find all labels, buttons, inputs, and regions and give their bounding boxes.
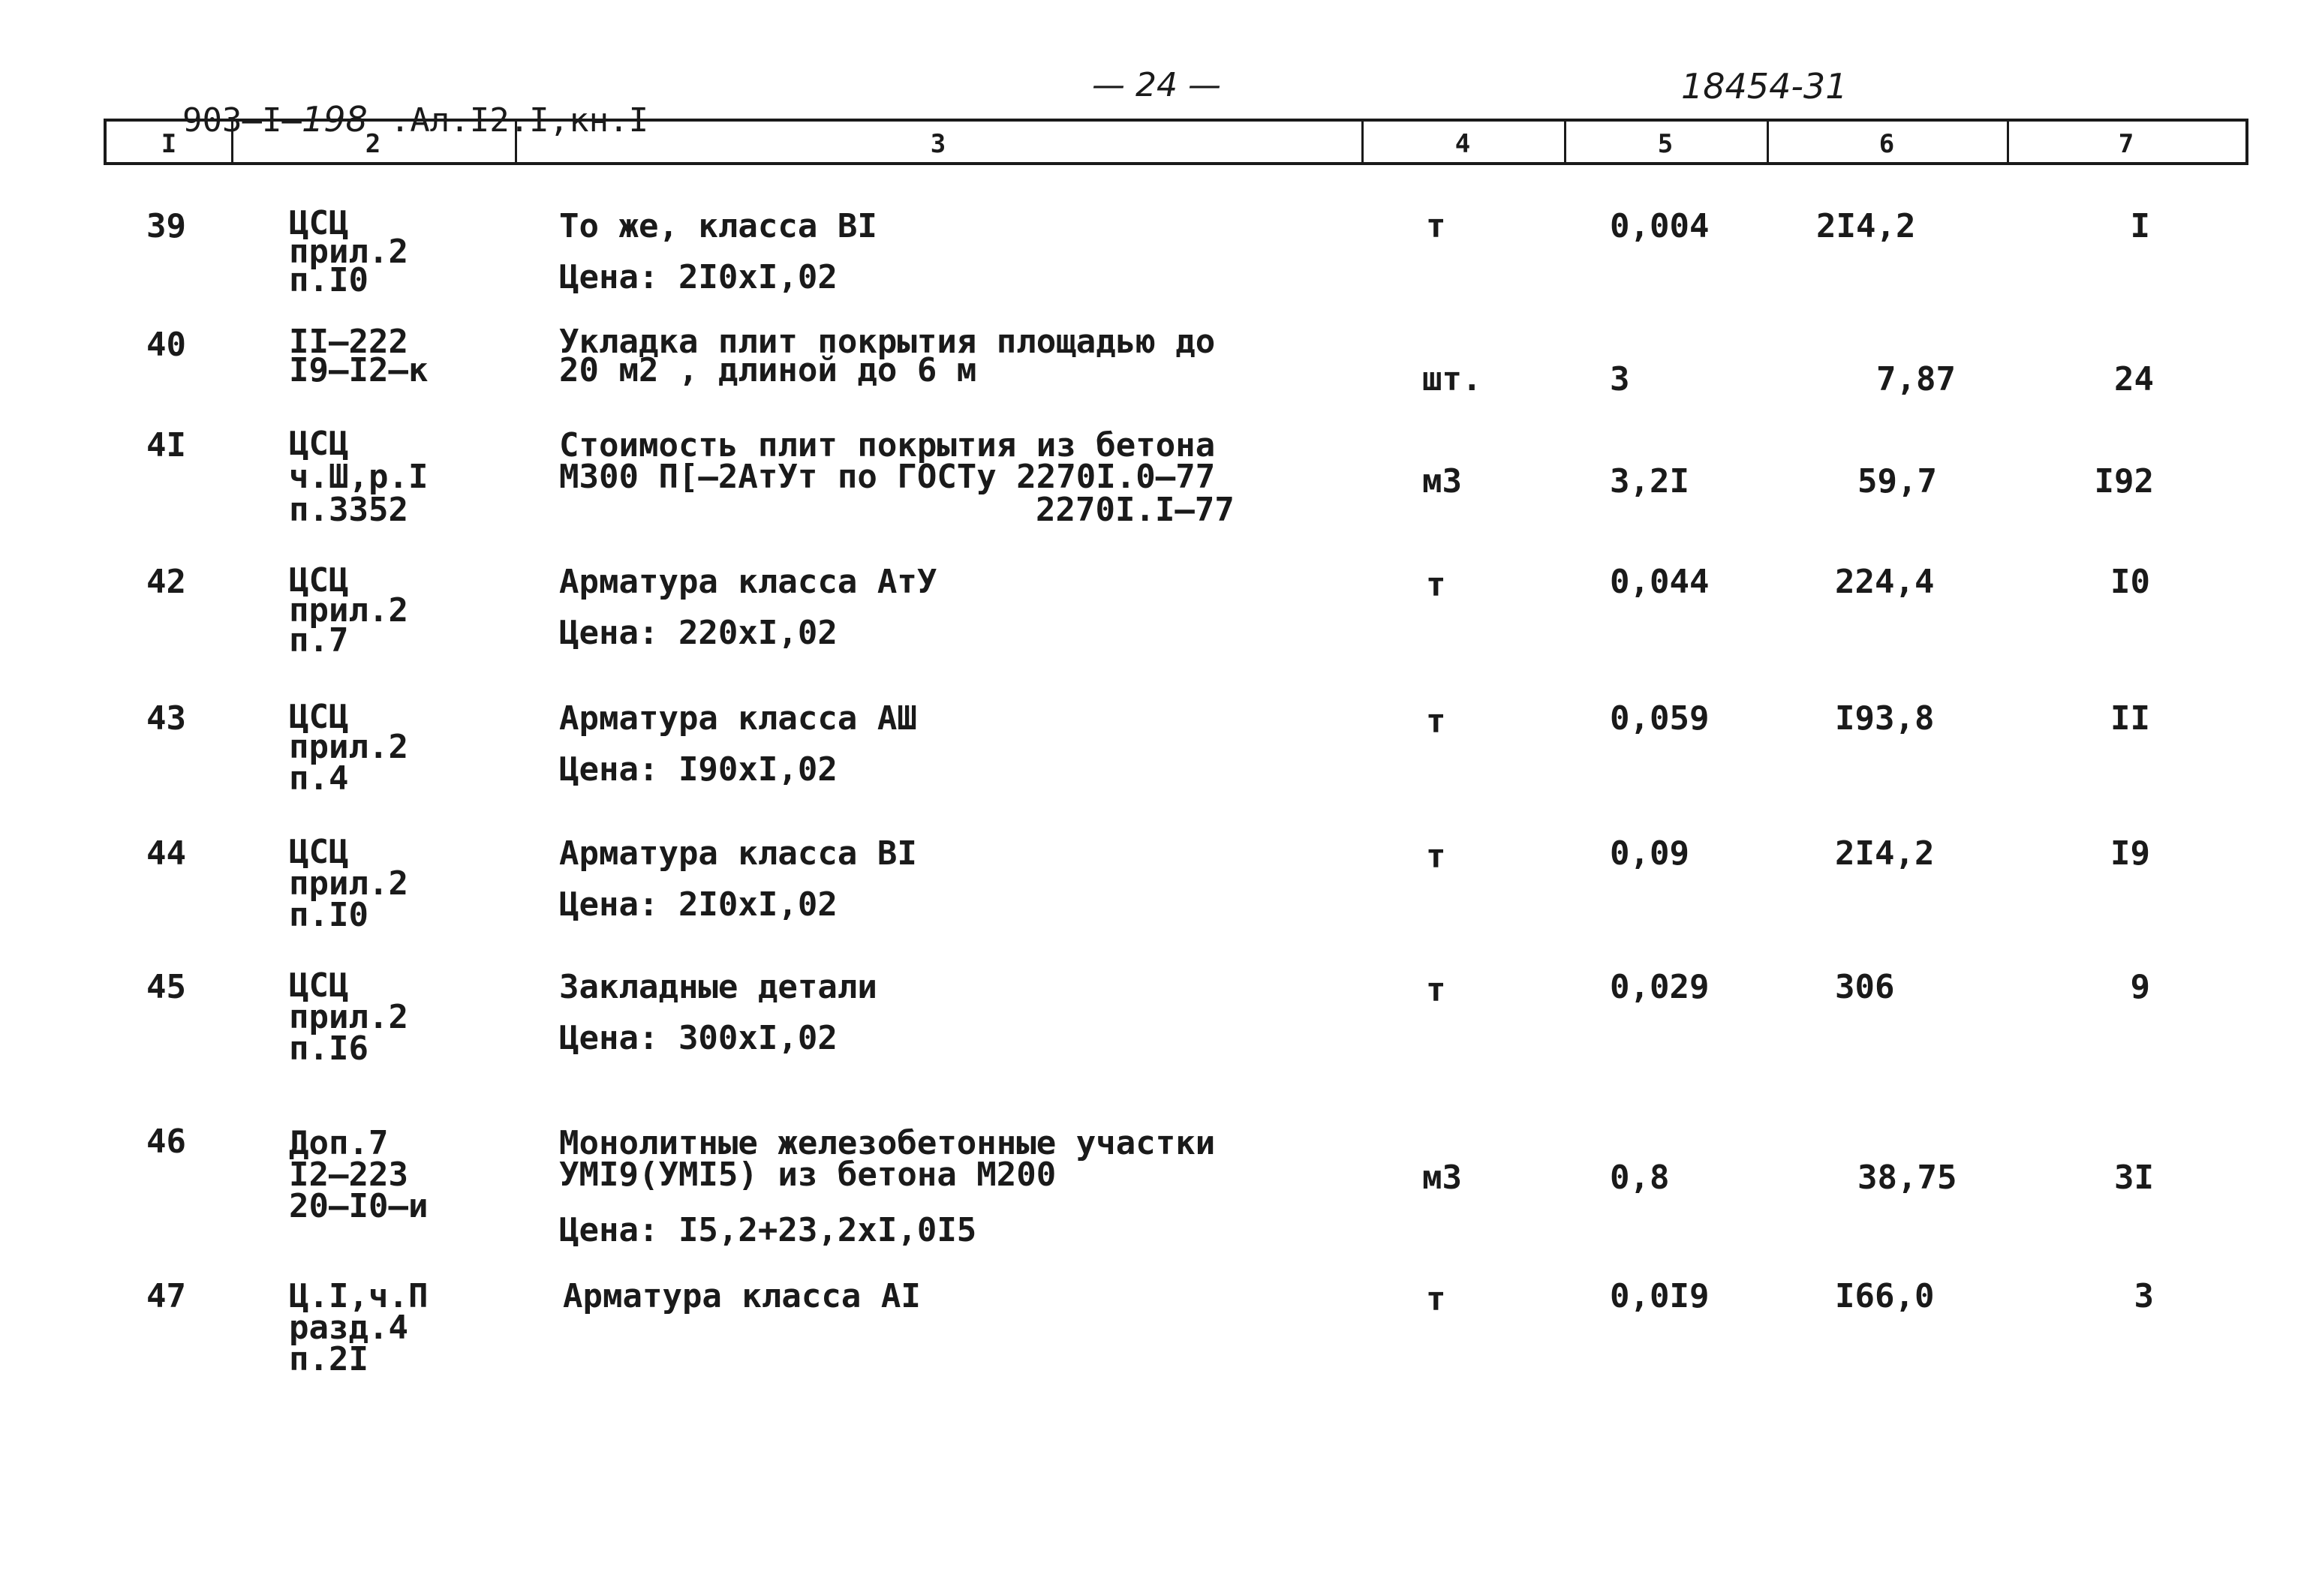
row-number: 45 xyxy=(146,968,186,1006)
description-line: УМI9(УМI5) из бетона М200 xyxy=(559,1156,1057,1194)
price-note: Цена: 220хI,02 xyxy=(559,614,838,652)
price-note: Цена: I90хI,02 xyxy=(559,750,838,789)
total: 24 xyxy=(2114,360,2154,398)
description-line: Монолитные железобетонные участки xyxy=(559,1124,1216,1162)
ref-line: Доп.7 xyxy=(289,1124,389,1162)
ref-line: п.4 xyxy=(289,759,349,798)
ref-line: Ц.I,ч.П xyxy=(289,1277,429,1315)
ref-line: ЦСЦ xyxy=(289,966,349,1005)
column-number: 6 xyxy=(1878,129,1895,159)
description-line: Арматура класса АШ xyxy=(559,699,917,738)
row-number: 40 xyxy=(146,326,186,364)
quantity: 0,0I9 xyxy=(1610,1277,1710,1315)
row-number: 42 xyxy=(146,563,186,601)
price-note: Цена: 300хI,02 xyxy=(559,1019,838,1057)
description-line: Укладка плит покрытия площадью до xyxy=(559,323,1216,361)
column-number: I xyxy=(161,129,177,159)
ref-line: п.3352 xyxy=(289,491,408,529)
unit: м3 xyxy=(1422,1159,1462,1197)
unit: т xyxy=(1426,566,1446,604)
unit: т xyxy=(1426,837,1446,876)
description-line: Закладные детали xyxy=(559,968,877,1006)
ref-line: разд.4 xyxy=(289,1309,408,1347)
ref-line: I2–223 xyxy=(289,1156,408,1194)
ref-line: ЦСЦ xyxy=(289,561,349,600)
quantity: 0,004 xyxy=(1610,207,1710,245)
row-number: 44 xyxy=(146,834,186,873)
unit: т xyxy=(1426,971,1446,1009)
ref-line: 20–I0–и xyxy=(289,1187,429,1225)
inventory-number: 18454-31 xyxy=(1681,66,1848,107)
column-number: 3 xyxy=(930,129,946,159)
unit: шт. xyxy=(1422,360,1482,398)
quantity: 0,8 xyxy=(1610,1159,1670,1197)
description-line: Арматура класса АI xyxy=(563,1277,921,1315)
ref-line: прил.2 xyxy=(289,233,408,271)
total: I92 xyxy=(2094,462,2154,500)
ref-line: п.2I xyxy=(289,1340,368,1378)
total: 3I xyxy=(2114,1159,2154,1197)
column-number: 5 xyxy=(1657,129,1674,159)
quantity: 3 xyxy=(1610,360,1630,398)
unit-price: 7,87 xyxy=(1876,360,1956,398)
quantity: 3,2I xyxy=(1610,462,1689,500)
doc-code-suffix: .Ал.I2.I,кн.I xyxy=(390,101,649,140)
ref-line: ЦСЦ xyxy=(289,425,349,463)
description-line: Арматура класса АтУ xyxy=(559,563,937,601)
total: I9 xyxy=(2110,834,2150,873)
unit-price: I93,8 xyxy=(1835,699,1935,738)
ref-line: I9–I2–к xyxy=(289,351,429,389)
doc-code-handwritten: 198 xyxy=(301,99,368,140)
unit-price: 38,75 xyxy=(1857,1159,1957,1197)
quantity: 0,029 xyxy=(1610,968,1710,1006)
column-number: 7 xyxy=(2118,129,2134,159)
unit-price: 2I4,2 xyxy=(1835,834,1935,873)
unit-price: 306 xyxy=(1835,968,1895,1006)
doc-code-prefix: 903–I– xyxy=(182,101,302,140)
ref-line: п.I6 xyxy=(289,1029,368,1068)
ref-line: II–222 xyxy=(289,323,408,361)
ref-line: ЦСЦ xyxy=(289,698,349,736)
column-number-bar xyxy=(104,119,2248,165)
description-line: То же, класса ВI xyxy=(559,207,877,245)
quantity: 0,044 xyxy=(1610,563,1710,601)
row-number: 47 xyxy=(146,1277,186,1315)
total: I xyxy=(2130,207,2150,245)
ref-line: прил.2 xyxy=(289,998,408,1036)
unit-price: 2I4,2 xyxy=(1816,207,1916,245)
ref-line: п.7 xyxy=(289,621,349,660)
row-number: 43 xyxy=(146,699,186,738)
unit: т xyxy=(1426,207,1446,245)
description-line: 20 м2 , длиной до 6 м xyxy=(559,351,977,389)
unit: т xyxy=(1426,702,1446,741)
column-number: 2 xyxy=(365,129,381,159)
total: 9 xyxy=(2130,968,2150,1006)
column-number: 4 xyxy=(1454,129,1471,159)
quantity: 0,09 xyxy=(1610,834,1689,873)
row-number: 39 xyxy=(146,207,186,245)
ref-line: прил.2 xyxy=(289,728,408,766)
total: II xyxy=(2110,699,2150,738)
ref-line: п.I0 xyxy=(289,261,368,299)
description-line: Стоимость плит покрытия из бетона xyxy=(559,426,1216,464)
price-note: Цена: I5,2+23,2хI,0I5 xyxy=(559,1211,977,1249)
unit-price: 59,7 xyxy=(1857,462,1937,500)
quantity: 0,059 xyxy=(1610,699,1710,738)
ref-line: ЦСЦ xyxy=(289,204,349,242)
description-line: М300 П[–2АтУт по ГОСТу 2270I.0–77 xyxy=(559,458,1216,496)
total: 3 xyxy=(2134,1277,2154,1315)
ref-line: ч.Ш,р.I xyxy=(289,458,429,496)
page-number: — 24 — xyxy=(1092,66,1221,104)
price-note: Цена: 2I0хI,02 xyxy=(559,885,838,924)
description-line: 2270I.I–77 xyxy=(1036,491,1235,529)
row-number: 46 xyxy=(146,1123,186,1161)
total: I0 xyxy=(2110,563,2150,601)
price-note: Цена: 2I0хI,02 xyxy=(559,258,838,296)
description-line: Арматура класса ВI xyxy=(559,834,917,873)
ref-line: ЦСЦ xyxy=(289,833,349,871)
ref-line: прил.2 xyxy=(289,864,408,903)
ref-line: прил.2 xyxy=(289,591,408,630)
ref-line: п.I0 xyxy=(289,896,368,934)
unit-price: 224,4 xyxy=(1835,563,1935,601)
unit: т xyxy=(1426,1280,1446,1318)
unit: м3 xyxy=(1422,462,1462,500)
unit-price: I66,0 xyxy=(1835,1277,1935,1315)
row-number: 4I xyxy=(146,426,186,464)
